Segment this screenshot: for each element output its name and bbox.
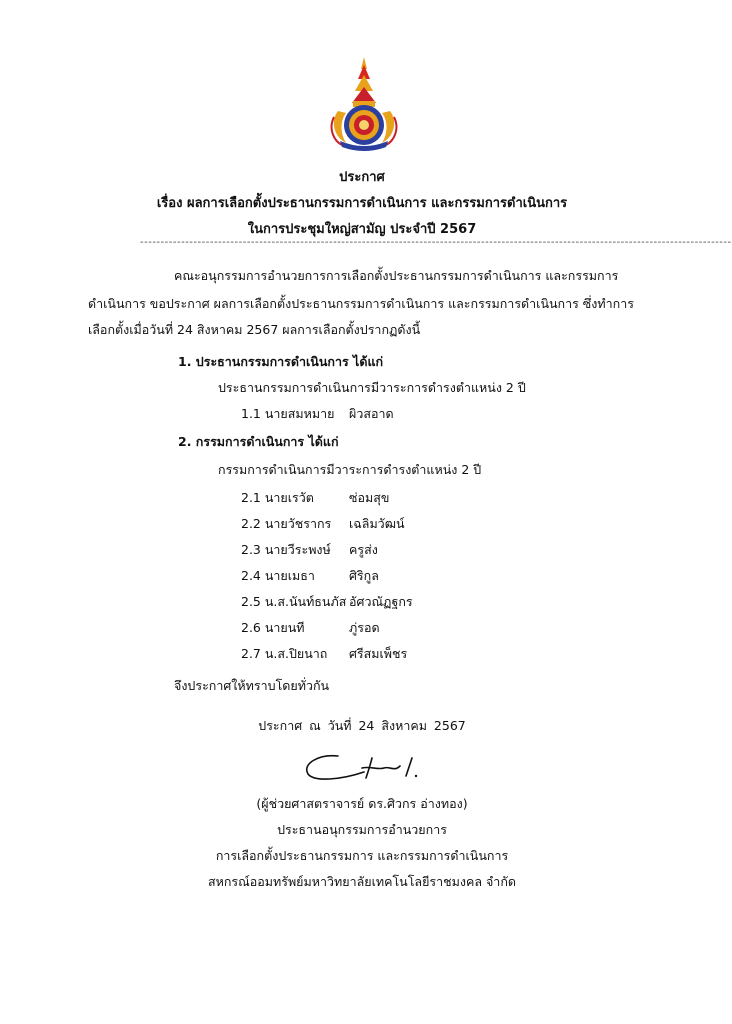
member-row xyxy=(241,540,378,560)
meeting-line: ในการประชุมใหญ่สามัญ ประจำปี 2567 xyxy=(247,222,477,237)
member-surname: เฉลิมวัฒน์ xyxy=(349,516,405,531)
member-name: 2.7 น.ส.ปิยนาถ xyxy=(241,646,328,661)
section-1-term: ประธานกรรมการดำเนินการมีวาระการดำรงตำแหน่ง 2 ปี xyxy=(218,380,526,395)
document-subject: เรื่อง ผลการเลือกตั้งประธานกรรมการดำเนินการ และกรรมการดำเนินการ xyxy=(156,196,568,211)
announcement-date: ประกาศ ณ วันที่ 24 สิงหาคม 2567 xyxy=(258,718,466,733)
dashed-separator: ------------------------------------------------------------------------------------------------------------------------------------------------ xyxy=(140,237,732,248)
body-line-1: คณะอนุกรรมการอำนวยการการเลือกตั้งประธานกรรมการดำเนินการ และกรรมการ xyxy=(174,268,619,283)
member-surname: ศิริกูล xyxy=(349,568,379,583)
member-row xyxy=(241,566,379,586)
member-surname: ซ่อมสุข xyxy=(349,490,390,505)
member-row xyxy=(241,488,389,508)
document-title: ประกาศ xyxy=(339,170,385,185)
member-row xyxy=(241,514,405,534)
member-surname: อัศวณัฏฐกร xyxy=(349,594,413,609)
member-row xyxy=(241,592,413,612)
signatory-position: ประธานอนุกรรมการอำนวยการ xyxy=(277,822,447,837)
organization-name: สหกรณ์ออมทรัพย์มหาวิทยาลัยเทคโนโลยีราชมงคล จำกัด xyxy=(207,874,517,889)
member-name: 2.4 นายเมธา xyxy=(241,568,315,583)
member-name: 2.2 นายวัชรากร xyxy=(241,516,332,531)
closing-statement: จึงประกาศให้ทราบโดยทั่วกัน xyxy=(174,678,330,693)
body-line-3: เลือกตั้งเมื่อวันที่ 24 สิงหาคม 2567 ผลการเลือกตั้งปรากฏดังนี้ xyxy=(88,322,421,337)
university-emblem-icon xyxy=(326,55,402,151)
member-row xyxy=(241,404,394,424)
member-row xyxy=(241,644,407,664)
member-name: 2.6 นายนที xyxy=(241,620,305,635)
signatory-name: (ผู้ช่วยศาสตราจารย์ ดร.ศิวกร อ่างทอง) xyxy=(256,796,468,811)
member-surname: ศรีสมเพ็ชร xyxy=(349,646,408,661)
section-1-heading: 1. ประธานกรรมการดำเนินการ ได้แก่ xyxy=(178,354,384,369)
member-surname: ผิวสอาด xyxy=(349,406,394,421)
member-surname: ครูส่ง xyxy=(349,542,378,557)
body-line-2: ดำเนินการ ขอประกาศ ผลการเลือกตั้งประธานกรรมการดำเนินการ และกรรมการดำเนินการ ซึ่งทำการ xyxy=(88,296,634,311)
signatory-position-2: การเลือกตั้งประธานกรรมการ และกรรมการดำเนินการ xyxy=(215,848,509,863)
member-name: 2.1 นายเรวัต xyxy=(241,490,314,505)
signature-mark xyxy=(300,748,430,788)
member-name: 1.1 นายสมหมาย xyxy=(241,406,335,421)
member-row xyxy=(241,618,380,638)
member-name: 2.5 น.ส.นันท์ธนภัส xyxy=(241,594,347,609)
section-2-term: กรรมการดำเนินการมีวาระการดำรงตำแหน่ง 2 ปี xyxy=(218,462,482,477)
member-surname: ภู่รอด xyxy=(349,620,380,635)
section-2-heading: 2. กรรมการดำเนินการ ได้แก่ xyxy=(178,434,339,449)
member-name: 2.3 นายวีระพงษ์ xyxy=(241,542,331,557)
